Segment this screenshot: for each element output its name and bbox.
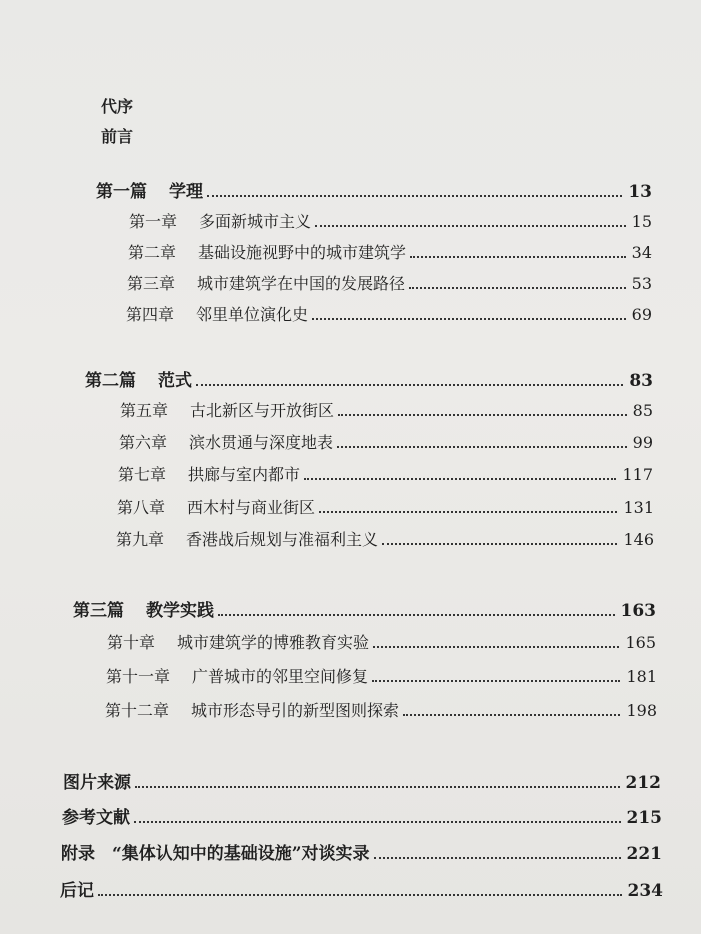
toc-chapter-6[interactable] (119, 430, 653, 453)
page-number: 146 (623, 530, 654, 549)
toc-chapter-1[interactable] (129, 209, 652, 232)
toc-entry-preface[interactable]: 前言 (101, 127, 134, 146)
dot-leader (218, 614, 615, 616)
page-number: 85 (632, 401, 653, 420)
toc-chapter-9[interactable] (116, 527, 654, 550)
page-number: 13 (628, 182, 652, 202)
page-number: 234 (627, 881, 663, 901)
dot-leader (134, 821, 621, 823)
toc-entry-afterword[interactable] (60, 876, 663, 901)
dot-leader (135, 786, 620, 788)
page-number: 34 (631, 243, 652, 262)
page-number: 69 (631, 305, 652, 324)
page-number: 117 (622, 465, 653, 484)
toc-chapter-12[interactable] (105, 698, 657, 721)
page-number: 163 (620, 601, 656, 621)
chapter-label: 第三章 城市建筑学在中国的发展路径 (127, 274, 406, 293)
toc-chapter-7[interactable] (118, 462, 653, 485)
toc-entry-image-sources[interactable] (63, 768, 661, 793)
chapter-label: 第七章 拱廊与室内都市 (118, 465, 301, 484)
toc-chapter-4[interactable] (126, 302, 652, 325)
toc-part-1[interactable] (96, 177, 652, 202)
dot-leader (409, 287, 626, 289)
toc-chapter-8[interactable] (117, 495, 654, 518)
dot-leader (372, 680, 620, 682)
dot-leader (338, 414, 627, 416)
part-label: 第三篇 教学实践 (73, 601, 214, 621)
toc-entry-preface-guest[interactable]: 代序 (101, 97, 134, 116)
page-number: 212 (625, 773, 661, 793)
page-number: 83 (629, 371, 653, 391)
entry-title: 后记 (60, 881, 94, 901)
entry-title: 附录 “集体认知中的基础设施”对谈实录 (61, 844, 370, 864)
dot-leader (403, 714, 620, 716)
dot-leader (304, 478, 616, 480)
entry-title: 图片来源 (63, 773, 131, 793)
dot-leader (312, 318, 626, 320)
page-number: 215 (626, 808, 662, 828)
chapter-label: 第五章 古北新区与开放街区 (120, 401, 335, 420)
chapter-label: 第十章 城市建筑学的博雅教育实验 (107, 633, 370, 652)
page-number: 131 (623, 498, 654, 517)
dot-leader (373, 646, 619, 648)
chapter-label: 第二章 基础设施视野中的城市建筑学 (128, 243, 407, 262)
chapter-label: 第九章 香港战后规划与准福利主义 (116, 530, 379, 549)
dot-leader (207, 195, 622, 197)
part-label: 第二篇 范式 (85, 371, 192, 391)
page-number: 165 (625, 633, 656, 652)
toc-chapter-5[interactable] (120, 398, 653, 421)
toc-chapter-3[interactable] (127, 271, 652, 294)
page-number: 221 (626, 844, 662, 864)
dot-leader (315, 225, 626, 227)
page-number: 99 (632, 433, 653, 452)
toc-part-3[interactable] (73, 596, 656, 621)
chapter-label: 第十一章 广普城市的邻里空间修复 (106, 667, 369, 686)
toc-part-2[interactable] (85, 366, 653, 391)
entry-title: 参考文献 (62, 808, 130, 828)
toc-chapter-10[interactable] (107, 630, 656, 653)
dot-leader (319, 511, 617, 513)
toc-entry-references[interactable] (62, 803, 662, 828)
page-number: 15 (631, 212, 652, 231)
page-number: 53 (631, 274, 652, 293)
dot-leader (410, 256, 626, 258)
toc-entry-appendix[interactable] (61, 839, 662, 864)
toc-chapter-11[interactable] (106, 664, 657, 687)
part-label: 第一篇 学理 (96, 182, 203, 202)
page-number: 181 (626, 667, 657, 686)
dot-leader (382, 543, 617, 545)
page-number: 198 (626, 701, 657, 720)
chapter-label: 第十二章 城市形态导引的新型图则探索 (105, 701, 400, 720)
dot-leader (374, 857, 621, 859)
chapter-label: 第四章 邻里单位演化史 (126, 305, 309, 324)
dot-leader (196, 384, 623, 386)
chapter-label: 第八章 西木村与商业街区 (117, 498, 316, 517)
chapter-label: 第六章 滨水贯通与深度地表 (119, 433, 334, 452)
dot-leader (98, 894, 622, 896)
dot-leader (337, 446, 627, 448)
toc-chapter-2[interactable] (128, 240, 652, 263)
chapter-label: 第一章 多面新城市主义 (129, 212, 312, 231)
